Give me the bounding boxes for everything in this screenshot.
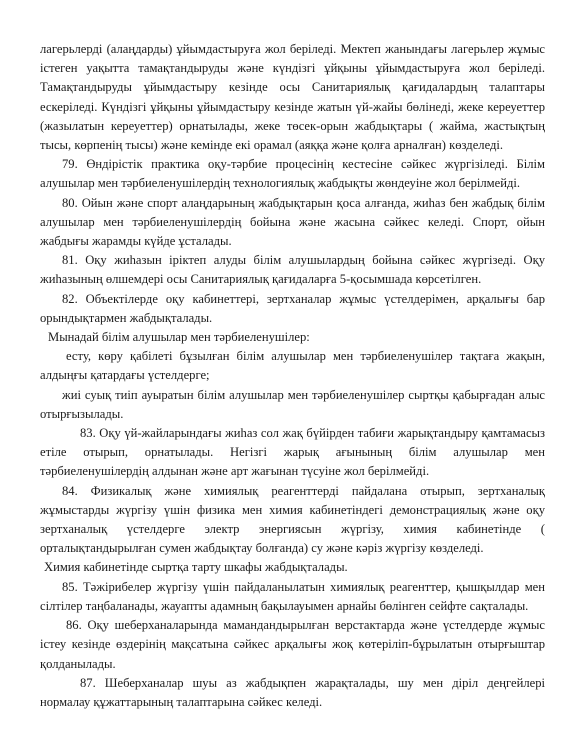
paragraph-seating-sick: жиі суық тиіп ауыратын білім алушылар мен тәрбиеленушілер сыртқы қабырғадан алыс отырғызылады. [40, 387, 545, 421]
paragraph-fume-hood: Химия кабинетінде сыртқа тарту шкафы жабдықталады. [44, 560, 348, 575]
paragraph-seating-intro: Мынадай білім алушылар мен тәрбиеленушілер: [48, 330, 310, 345]
paragraph-84: 84. Физикалық және химиялық реагенттерді пайдалана отырып, зертханалық жұмыстарды жүргізу үшін физика мен химия кабинетіндегі демонстрациялық және оқу зертханалық үстелдерге электр энергиясын жүргізу, химия кабинетінде ( орталықтандырылған сумен жабдықтау болғанда) су және кәріз жүргізу көзделеді. [40, 483, 545, 556]
paragraph-seating-impaired: есту, көру қабілеті бұзылған білім алушылар мен тәрбиеленушілер тақтаға жақын, алдыңғы қатардағы үстелдерге; [40, 349, 545, 383]
paragraph-81: 81. Оқу жиһазын іріктеп алуды білім алушылардың бойына сәйкес жүргізеді. Оқу жиһазының өлшемдері осы Санитариялық қағидаларға 5-қосымшада көрсетілген. [40, 253, 545, 287]
document-page [40, 40, 545, 712]
paragraph-camp-catering: лагерьлерді (алаңдарды) ұйымдастыруға жол беріледі. Мектеп жанындағы лагерьлер жұмыс істеген уақытта тамақтандыруды және күндізгі ұйқыны ұйымдастыруға жол беріледі. Тамақтандыруды ұйымдастыру кезінде осы Санитариялық қағидалардың талаптары ескеріледі. Күндізгі ұйқыны ұйымдастыру кезінде жатын үй-жайы бөлінеді, жеке кереуеттер (жазылатын кереуеттер) орнатылады, жеке төсек-орын жабдықтары ( жайма, жастықтың тысы, көрпенің тысы) және кемінде екі орамал (аяққа және қолға арналған) көзделеді. [40, 42, 545, 153]
paragraph-80: 80. Ойын және спорт алаңдарының жабдықтарын қоса алғанда, жиһаз бен жабдық білім алушылар мен тәрбиеленушілердің бойына және жасына сәйкес келеді. Спорт, ойын жабдығы жарамды күйде ұсталады. [40, 195, 545, 249]
paragraph-83: 83. Оқу үй-жайларындағы жиһаз сол жақ бүйірден табиғи жарықтандыру қамтамасыз етіле отырып, орнатылады. Негізгі жарық ағынының білім алушылар мен тәрбиеленушілердің алдынан және арт жағынан түсуіне жол берілмейді. [40, 426, 545, 479]
paragraph-85: 85. Тәжірибелер жүргізу үшін пайдаланылатын химиялық реагенттер, қышқылдар мен сілтілер таңбаланады, жауапты адамның бақылауымен арнайы бөлінген сейфте сақталады. [40, 579, 545, 613]
paragraph-82: 82. Объектілерде оқу кабинеттері, зертханалар жұмыс үстелдерімен, арқалығы бар орындықтармен жабдықталады. [40, 291, 545, 325]
paragraph-79: 79. Өндірістік практика оқу-тәрбие процесінің кестесіне сәйкес жүргізіледі. Білім алушылар мен тәрбиеленушілердің технологиялық жабдықты жөндеуіне жол берілмейді. [40, 157, 545, 191]
paragraph-86: 86. Оқу шеберханаларында мамандандырылған верстактарда және үстелдерде жұмыс істеу кезінде өздерінің мақсатына сәйкес арқалығы жоқ көтеріліп-бұрылатын отырғыштар қолданылады. [40, 618, 545, 671]
paragraph-87: 87. Шеберханалар шуы аз жабдықпен жарақталады, шу мен діріл деңгейлері нормалау құжаттарының талаптарына сәйкес келеді. [40, 675, 545, 709]
